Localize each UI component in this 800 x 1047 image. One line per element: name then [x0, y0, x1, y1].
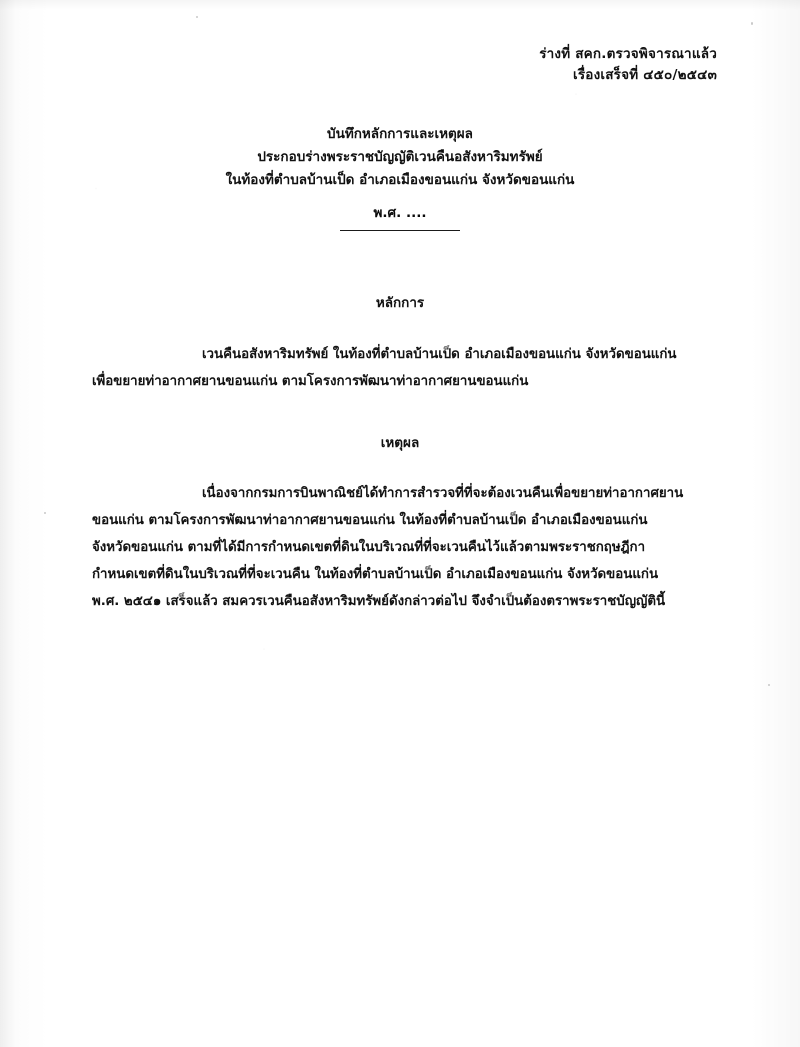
section-paragraph-principle [92, 342, 717, 396]
document-header [539, 44, 717, 86]
title-subline-2: ในท้องที่ตำบลบ้านเป็ด อำเภอเมืองขอนแก่น จังหวัดขอนแก่น [225, 172, 575, 189]
section-heading-principle: หลักการ [375, 295, 425, 311]
section-paragraph-reason [92, 481, 717, 616]
section-heading-reason: เหตุผล [380, 435, 420, 451]
paragraph-line: เนื่องจากกรมการบินพาณิชย์ได้ทำการสำรวจที่ที่จะต้องเวนคืนเพื่อขยายท่าอากาศยาน [202, 486, 684, 501]
paragraph-line: จังหวัดขอนแก่น ตามที่ได้มีการกำหนดเขตที่ดินในบริเวณที่ที่จะเวนคืนไว้แล้วตามพระราชกฤษฎีกา [92, 539, 646, 555]
year-line: พ.ศ. .... [373, 204, 427, 221]
title-block [0, 123, 800, 231]
paragraph-line: เพื่อขยายท่าอากาศยานขอนแก่น ตามโครงการพัฒนาท่าอากาศยานขอนแก่น [92, 373, 529, 389]
paragraph-line: กำหนดเขตที่ดินในบริเวณที่ที่จะเวนคืน ในท้องที่ตำบลบ้านเป็ด อำเภอเมืองขอนแก่น จังหวัดขอนแก่น [92, 566, 659, 582]
paragraph-line: เวนคืนอสังหาริมทรัพย์ ในท้องที่ตำบลบ้านเป็ด อำเภอเมืองขอนแก่น จังหวัดขอนแก่น [202, 347, 677, 362]
page-title: บันทึกหลักการและเหตุผล [327, 126, 473, 142]
title-subline-1: ประกอบร่างพระราชบัญญัติเวนคืนอสังหาริมทรัพย์ [257, 149, 543, 166]
paragraph-line: พ.ศ. ๒๕๔๑ เสร็จแล้ว สมควรเวนคืนอสังหาริมทรัพย์ดังกล่าวต่อไป จึงจำเป็นต้องตราพระราชบัญญัตินี้ [92, 593, 666, 609]
paragraph-line: ขอนแก่น ตามโครงการพัฒนาท่าอากาศยานขอนแก่น ในท้องที่ตำบลบ้านเป็ด อำเภอเมืองขอนแก่น [92, 512, 648, 528]
draft-label: ร่างที่ สคก.ตรวจพิจารณาแล้ว [539, 46, 717, 62]
title-underline [340, 230, 460, 231]
year-line-wrapper [0, 193, 800, 232]
case-number-label: เรื่องเสร็จที่ ๔๕๐/๒๕๔๓ [573, 66, 717, 83]
